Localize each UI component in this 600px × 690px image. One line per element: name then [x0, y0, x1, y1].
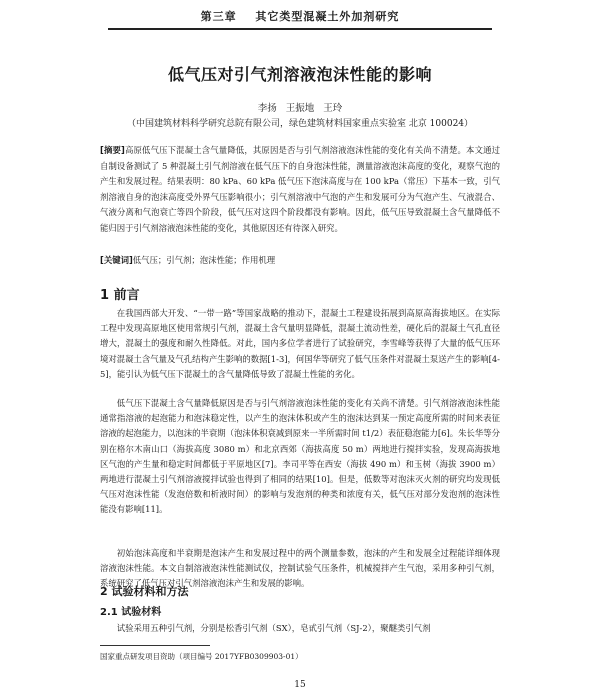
keywords-block — [100, 253, 500, 267]
paper-title: 低气压对引气剂溶液泡沫性能的影响 — [167, 65, 432, 84]
body-paragraph: 低气压下混凝土含气量降低原因是否与引气剂溶液泡沫性能的变化有关尚不清楚。引气剂溶液泡沫性能通常指溶液的起泡能力和泡沫稳定性，以产生的泡沫体积或产生的泡沫达到某一预定高度所需的时间来表征溶液的起泡能力，以泡沫的半衰期（泡沫体积衰减到原来一半所需时间 t1/2）表征稳泡能力[6]。朱长华等分别在格尔木南山口（海拔高度 3080 m）和北京西郊（海拔高度 50 m）两地进行搅拌实验，发现高海拔地区气泡的产生量和稳定时间都低于平原地区[7]。李司平等在西安（海拔 490 m）和玉树（海拔 3900 m）两地进行混凝土引气剂溶液搅拌试验也得到了相同的结果[10]。但是，低数等对泡沫灭火剂的研究均发现低气压对泡沫性能（发泡倍数和析液时间）的影响与发泡剂的种类和浓度有关，低气压对部分发泡剂的泡沫性能没有影响[11]。 — [100, 398, 500, 515]
abstract-text: 高原低气压下混凝土含气量降低，其原因是否与引气剂溶液泡沫性能的变化有关尚不清楚。本文通过自制设备测试了 5 种混凝土引气剂溶液在低气压下的自身泡沫性能，测量溶液泡沫高度的变化，观察气泡的产生和发展过程。结果表明：80 kPa、60 kPa 低气压下泡沫高度与在 100 kPa（常压）下基本一致，引气剂溶液自身的泡沫高度受外界气压影响很小；引气剂溶液中气泡的产生和发展可分为气泡产生、气液混合、气液分离和气泡衰亡等四个阶段，低气压对这四个阶段都没有影响。因此，低气压导致混凝土含气量降低不能归因于引气剂溶液泡沫性能的变化，其他原因还有待深入研究。 — [100, 145, 500, 233]
section-heading: 2 试验材料和方法 — [100, 585, 189, 598]
keywords-label: [关键词] — [100, 255, 133, 265]
abstract-label: [摘要] — [100, 145, 125, 155]
footnote: 国家重点研发项目资助（项目编号 2017YFB0309903-01） — [100, 652, 303, 661]
author-list: 李扬 王振地 王玲 — [257, 103, 343, 114]
running-header — [108, 6, 492, 30]
body-paragraph: 初始泡沫高度和半衰期是泡沫产生和发展过程中的两个测量参数，泡沫的产生和发展全过程能详细体现溶液泡沫性能。本文自制溶液泡沫性能测试仪，控制试验气压条件，机械搅拌产生气泡，采用多种引气剂，系统研究了低气压对引气剂溶液泡沫产生和发展的影响。 — [100, 548, 500, 589]
header-chapter: 第三章 — [200, 10, 237, 23]
section-heading: 1 前言 — [100, 288, 140, 303]
page-number: 15 — [294, 680, 306, 690]
abstract-block — [100, 143, 500, 236]
body-paragraph: 在我国西部大开发、“一带一路”等国家战略的推动下，混凝土工程建设拓展到高原高海拔地区。在实际工程中发现高原地区使用常规引气剂，混凝土含气量明显降低，混凝土流动性差，硬化后的混凝土气孔直径增大，混凝土的强度和耐久性降低。对此，国内多位学者进行了试验研究，李雪峰等获得了大量的低气压环境对混凝土含气量及气孔结构产生影响的数据[1-3]，何国华等研究了低气压条件对混凝土泵送产生的影响[4-5]，能引认为低气压下混凝土的含气量降低导致了混凝土性能的劣化。 — [100, 308, 500, 379]
subsection-heading: 2.1 试验材料 — [100, 607, 162, 618]
footnote-rule — [100, 645, 210, 646]
header-section: 其它类型混凝土外加剂研究 — [255, 10, 400, 23]
body-paragraph: 试验采用五种引气剂，分别是松香引气剂（SX），皂甙引气剂（SJ-2），聚醚类引气剂 — [116, 623, 431, 633]
keywords-text: 低气压；引气剂；泡沫性能；作用机理 — [132, 255, 276, 265]
affiliation: （中国建筑材料科学研究总院有限公司，绿色建筑材料国家重点实验室 北京 100024） — [126, 119, 474, 129]
